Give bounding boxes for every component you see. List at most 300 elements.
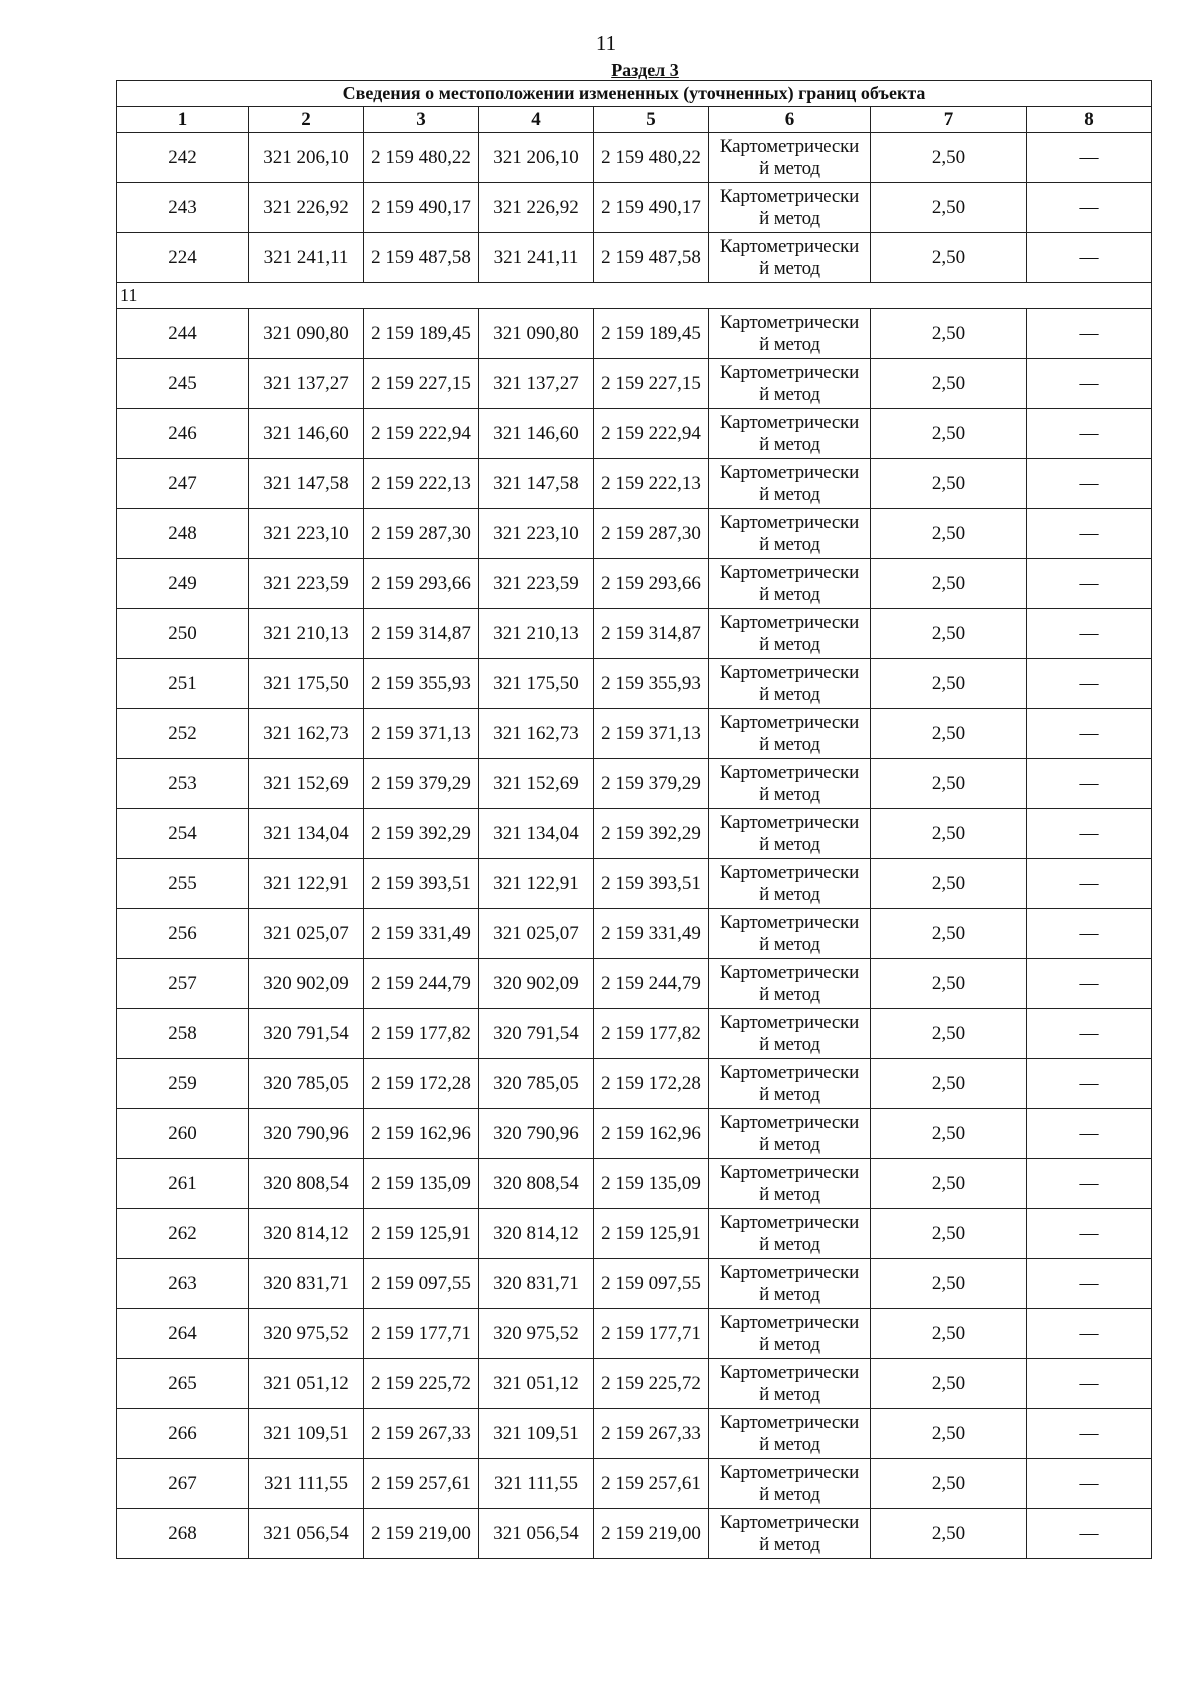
description-cell: — [1027, 859, 1152, 909]
point-number-cell: 258 [117, 1009, 249, 1059]
method-cell [709, 959, 871, 1009]
point-number-cell: 224 [117, 233, 249, 283]
y-old-cell: 2 159 490,17 [364, 183, 479, 233]
x-new-cell: 320 790,96 [479, 1109, 594, 1159]
y-new-cell: 2 159 393,51 [594, 859, 709, 909]
point-number-cell: 268 [117, 1509, 249, 1559]
accuracy-cell: 2,50 [871, 133, 1027, 183]
y-old-cell: 2 159 267,33 [364, 1409, 479, 1459]
y-new-cell: 2 159 222,94 [594, 409, 709, 459]
table-row [117, 133, 1152, 183]
table-row [117, 559, 1152, 609]
table-body-before-group [117, 133, 1152, 283]
point-number-cell: 264 [117, 1309, 249, 1359]
y-new-cell: 2 159 371,13 [594, 709, 709, 759]
table-row [117, 1109, 1152, 1159]
table-row [117, 1259, 1152, 1309]
table-row [117, 233, 1152, 283]
y-old-cell: 2 159 177,71 [364, 1309, 479, 1359]
x-new-cell: 321 175,50 [479, 659, 594, 709]
method-line2: й метод [759, 783, 820, 805]
accuracy-cell: 2,50 [871, 1359, 1027, 1409]
method-line2: й метод [759, 683, 820, 705]
x-new-cell: 321 051,12 [479, 1359, 594, 1409]
x-old-cell: 320 808,54 [249, 1159, 364, 1209]
x-new-cell: 321 122,91 [479, 859, 594, 909]
accuracy-cell: 2,50 [871, 1409, 1027, 1459]
point-number-cell: 259 [117, 1059, 249, 1109]
description-cell: — [1027, 1159, 1152, 1209]
accuracy-cell: 2,50 [871, 1259, 1027, 1309]
point-number-cell: 249 [117, 559, 249, 609]
method-line2: й метод [759, 1233, 820, 1255]
x-new-cell: 320 831,71 [479, 1259, 594, 1309]
method-cell [709, 909, 871, 959]
method-line2: й метод [759, 1333, 820, 1355]
y-new-cell: 2 159 480,22 [594, 133, 709, 183]
accuracy-cell: 2,50 [871, 1109, 1027, 1159]
method-cell [709, 1209, 871, 1259]
point-number-cell: 245 [117, 359, 249, 409]
accuracy-cell: 2,50 [871, 509, 1027, 559]
y-old-cell: 2 159 480,22 [364, 133, 479, 183]
x-new-cell: 321 090,80 [479, 309, 594, 359]
point-number-cell: 265 [117, 1359, 249, 1409]
point-number-cell: 242 [117, 133, 249, 183]
group-row [117, 283, 1152, 309]
method-line1: Картометрически [719, 185, 860, 207]
accuracy-cell: 2,50 [871, 659, 1027, 709]
method-line2: й метод [759, 207, 820, 229]
y-old-cell: 2 159 189,45 [364, 309, 479, 359]
description-cell: — [1027, 1459, 1152, 1509]
method-line2: й метод [759, 1433, 820, 1455]
x-old-cell: 321 025,07 [249, 909, 364, 959]
y-new-cell: 2 159 225,72 [594, 1359, 709, 1409]
column-header: 2 [249, 107, 364, 133]
y-new-cell: 2 159 172,28 [594, 1059, 709, 1109]
description-cell: — [1027, 233, 1152, 283]
y-old-cell: 2 159 177,82 [364, 1009, 479, 1059]
y-new-cell: 2 159 379,29 [594, 759, 709, 809]
y-new-cell: 2 159 287,30 [594, 509, 709, 559]
section-title: Раздел 3 [611, 60, 679, 80]
method-line1: Картометрически [719, 135, 860, 157]
column-header: 8 [1027, 107, 1152, 133]
accuracy-cell: 2,50 [871, 359, 1027, 409]
table-row [117, 1459, 1152, 1509]
table-row [117, 309, 1152, 359]
point-number-cell: 256 [117, 909, 249, 959]
description-cell: — [1027, 409, 1152, 459]
description-cell: — [1027, 1059, 1152, 1109]
method-line1: Картометрически [719, 1361, 860, 1383]
method-cell [709, 1459, 871, 1509]
y-new-cell: 2 159 487,58 [594, 233, 709, 283]
method-line2: й метод [759, 633, 820, 655]
x-old-cell: 320 902,09 [249, 959, 364, 1009]
description-cell: — [1027, 959, 1152, 1009]
description-cell: — [1027, 659, 1152, 709]
point-number-cell: 261 [117, 1159, 249, 1209]
x-new-cell: 320 814,12 [479, 1209, 594, 1259]
method-cell [709, 759, 871, 809]
x-old-cell: 321 109,51 [249, 1409, 364, 1459]
method-line2: й метод [759, 483, 820, 505]
x-old-cell: 320 831,71 [249, 1259, 364, 1309]
method-line2: й метод [759, 883, 820, 905]
description-cell: — [1027, 709, 1152, 759]
description-cell: — [1027, 1309, 1152, 1359]
table-row [117, 183, 1152, 233]
table-row [117, 409, 1152, 459]
table-group [117, 283, 1152, 309]
point-number-cell: 267 [117, 1459, 249, 1509]
method-cell [709, 409, 871, 459]
table-row [117, 659, 1152, 709]
method-line2: й метод [759, 1183, 820, 1205]
method-cell [709, 609, 871, 659]
description-cell: — [1027, 509, 1152, 559]
method-line2: й метод [759, 257, 820, 279]
y-old-cell: 2 159 293,66 [364, 559, 479, 609]
method-line1: Картометрически [719, 611, 860, 633]
description-cell: — [1027, 183, 1152, 233]
y-old-cell: 2 159 379,29 [364, 759, 479, 809]
method-line1: Картометрически [719, 461, 860, 483]
method-line1: Картометрически [719, 1011, 860, 1033]
method-cell [709, 659, 871, 709]
y-new-cell: 2 159 097,55 [594, 1259, 709, 1309]
x-old-cell: 321 134,04 [249, 809, 364, 859]
method-cell [709, 1409, 871, 1459]
table-row [117, 1409, 1152, 1459]
accuracy-cell: 2,50 [871, 183, 1027, 233]
accuracy-cell: 2,50 [871, 1309, 1027, 1359]
y-new-cell: 2 159 490,17 [594, 183, 709, 233]
table-row [117, 1009, 1152, 1059]
accuracy-cell: 2,50 [871, 859, 1027, 909]
y-old-cell: 2 159 222,13 [364, 459, 479, 509]
x-new-cell: 320 902,09 [479, 959, 594, 1009]
method-line1: Картометрически [719, 361, 860, 383]
method-cell [709, 1059, 871, 1109]
y-old-cell: 2 159 257,61 [364, 1459, 479, 1509]
x-old-cell: 321 111,55 [249, 1459, 364, 1509]
y-new-cell: 2 159 135,09 [594, 1159, 709, 1209]
y-new-cell: 2 159 267,33 [594, 1409, 709, 1459]
point-number-cell: 266 [117, 1409, 249, 1459]
x-old-cell: 320 785,05 [249, 1059, 364, 1109]
column-header: 1 [117, 107, 249, 133]
method-line2: й метод [759, 733, 820, 755]
method-line2: й метод [759, 1383, 820, 1405]
x-old-cell: 321 152,69 [249, 759, 364, 809]
method-cell [709, 809, 871, 859]
method-cell [709, 359, 871, 409]
x-new-cell: 321 111,55 [479, 1459, 594, 1509]
table-row [117, 1059, 1152, 1109]
method-line2: й метод [759, 833, 820, 855]
method-line2: й метод [759, 583, 820, 605]
y-old-cell: 2 159 244,79 [364, 959, 479, 1009]
y-new-cell: 2 159 392,29 [594, 809, 709, 859]
accuracy-cell: 2,50 [871, 709, 1027, 759]
method-line1: Картометрически [719, 911, 860, 933]
accuracy-cell: 2,50 [871, 1159, 1027, 1209]
description-cell: — [1027, 559, 1152, 609]
y-new-cell: 2 159 331,49 [594, 909, 709, 959]
y-new-cell: 2 159 162,96 [594, 1109, 709, 1159]
point-number-cell: 247 [117, 459, 249, 509]
method-cell [709, 709, 871, 759]
description-cell: — [1027, 1359, 1152, 1409]
x-new-cell: 321 241,11 [479, 233, 594, 283]
method-line1: Картометрически [719, 1111, 860, 1133]
x-new-cell: 320 791,54 [479, 1009, 594, 1059]
method-line1: Картометрически [719, 235, 860, 257]
accuracy-cell: 2,50 [871, 409, 1027, 459]
table-row [117, 959, 1152, 1009]
y-new-cell: 2 159 293,66 [594, 559, 709, 609]
x-new-cell: 321 137,27 [479, 359, 594, 409]
y-old-cell: 2 159 392,29 [364, 809, 479, 859]
x-new-cell: 320 808,54 [479, 1159, 594, 1209]
x-new-cell: 321 134,04 [479, 809, 594, 859]
accuracy-cell: 2,50 [871, 809, 1027, 859]
y-new-cell: 2 159 244,79 [594, 959, 709, 1009]
method-line1: Картометрически [719, 961, 860, 983]
method-line1: Картометрически [719, 511, 860, 533]
y-old-cell: 2 159 162,96 [364, 1109, 479, 1159]
method-line2: й метод [759, 983, 820, 1005]
x-old-cell: 321 056,54 [249, 1509, 364, 1559]
point-number-cell: 243 [117, 183, 249, 233]
accuracy-cell: 2,50 [871, 1509, 1027, 1559]
description-cell: — [1027, 1509, 1152, 1559]
y-old-cell: 2 159 331,49 [364, 909, 479, 959]
method-cell [709, 1109, 871, 1159]
x-old-cell: 320 791,54 [249, 1009, 364, 1059]
accuracy-cell: 2,50 [871, 759, 1027, 809]
method-cell [709, 1159, 871, 1209]
method-cell [709, 1509, 871, 1559]
x-old-cell: 321 147,58 [249, 459, 364, 509]
x-old-cell: 321 175,50 [249, 659, 364, 709]
point-number-cell: 263 [117, 1259, 249, 1309]
x-new-cell: 321 206,10 [479, 133, 594, 183]
method-line1: Картометрически [719, 761, 860, 783]
method-cell [709, 509, 871, 559]
method-line1: Картометрически [719, 1061, 860, 1083]
x-old-cell: 321 223,10 [249, 509, 364, 559]
x-old-cell: 321 146,60 [249, 409, 364, 459]
point-number-cell: 254 [117, 809, 249, 859]
x-new-cell: 321 223,59 [479, 559, 594, 609]
accuracy-cell: 2,50 [871, 1009, 1027, 1059]
accuracy-cell: 2,50 [871, 309, 1027, 359]
description-cell: — [1027, 1209, 1152, 1259]
table-row [117, 459, 1152, 509]
y-new-cell: 2 159 314,87 [594, 609, 709, 659]
y-old-cell: 2 159 314,87 [364, 609, 479, 659]
method-cell [709, 1259, 871, 1309]
description-cell: — [1027, 459, 1152, 509]
description-cell: — [1027, 1259, 1152, 1309]
table-row [117, 909, 1152, 959]
y-old-cell: 2 159 125,91 [364, 1209, 479, 1259]
x-new-cell: 320 785,05 [479, 1059, 594, 1109]
accuracy-cell: 2,50 [871, 959, 1027, 1009]
description-cell: — [1027, 759, 1152, 809]
column-header: 7 [871, 107, 1027, 133]
x-old-cell: 320 790,96 [249, 1109, 364, 1159]
method-cell [709, 233, 871, 283]
y-old-cell: 2 159 393,51 [364, 859, 479, 909]
method-line2: й метод [759, 1033, 820, 1055]
accuracy-cell: 2,50 [871, 559, 1027, 609]
x-new-cell: 321 109,51 [479, 1409, 594, 1459]
x-old-cell: 320 975,52 [249, 1309, 364, 1359]
table-row [117, 1309, 1152, 1359]
x-old-cell: 321 137,27 [249, 359, 364, 409]
column-header: 4 [479, 107, 594, 133]
method-line1: Картометрически [719, 1211, 860, 1233]
method-line1: Картометрически [719, 811, 860, 833]
method-cell [709, 559, 871, 609]
column-header: 6 [709, 107, 871, 133]
x-new-cell: 321 146,60 [479, 409, 594, 459]
description-cell: — [1027, 359, 1152, 409]
table-caption-row [117, 81, 1152, 107]
table-row [117, 1359, 1152, 1409]
column-header-row [117, 107, 1152, 133]
point-number-cell: 248 [117, 509, 249, 559]
x-old-cell: 320 814,12 [249, 1209, 364, 1259]
method-cell [709, 459, 871, 509]
table-row [117, 1159, 1152, 1209]
method-cell [709, 1359, 871, 1409]
y-new-cell: 2 159 227,15 [594, 359, 709, 409]
x-new-cell: 320 975,52 [479, 1309, 594, 1359]
y-old-cell: 2 159 135,09 [364, 1159, 479, 1209]
accuracy-cell: 2,50 [871, 1459, 1027, 1509]
accuracy-cell: 2,50 [871, 909, 1027, 959]
y-new-cell: 2 159 257,61 [594, 1459, 709, 1509]
x-old-cell: 321 090,80 [249, 309, 364, 359]
method-line1: Картометрически [719, 711, 860, 733]
y-old-cell: 2 159 097,55 [364, 1259, 479, 1309]
x-new-cell: 321 223,10 [479, 509, 594, 559]
method-line2: й метод [759, 1133, 820, 1155]
y-new-cell: 2 159 177,82 [594, 1009, 709, 1059]
accuracy-cell: 2,50 [871, 233, 1027, 283]
y-old-cell: 2 159 487,58 [364, 233, 479, 283]
y-old-cell: 2 159 287,30 [364, 509, 479, 559]
point-number-cell: 262 [117, 1209, 249, 1259]
table-row [117, 759, 1152, 809]
point-number-cell: 257 [117, 959, 249, 1009]
method-line1: Картометрически [719, 1511, 860, 1533]
y-new-cell: 2 159 355,93 [594, 659, 709, 709]
method-line1: Картометрически [719, 661, 860, 683]
method-cell [709, 859, 871, 909]
method-cell [709, 133, 871, 183]
x-old-cell: 321 241,11 [249, 233, 364, 283]
method-line1: Картометрически [719, 411, 860, 433]
method-line2: й метод [759, 1083, 820, 1105]
method-cell [709, 1309, 871, 1359]
method-line2: й метод [759, 157, 820, 179]
method-line2: й метод [759, 533, 820, 555]
method-line2: й метод [759, 383, 820, 405]
x-new-cell: 321 147,58 [479, 459, 594, 509]
method-line1: Картометрически [719, 1411, 860, 1433]
method-line1: Картометрически [719, 861, 860, 883]
y-new-cell: 2 159 189,45 [594, 309, 709, 359]
boundary-coordinates-table [116, 80, 1152, 1559]
x-old-cell: 321 226,92 [249, 183, 364, 233]
description-cell: — [1027, 1409, 1152, 1459]
method-cell [709, 183, 871, 233]
point-number-cell: 250 [117, 609, 249, 659]
description-cell: — [1027, 609, 1152, 659]
method-line1: Картометрически [719, 311, 860, 333]
method-line2: й метод [759, 433, 820, 455]
y-old-cell: 2 159 222,94 [364, 409, 479, 459]
x-old-cell: 321 206,10 [249, 133, 364, 183]
y-new-cell: 2 159 222,13 [594, 459, 709, 509]
description-cell: — [1027, 1009, 1152, 1059]
table-row [117, 359, 1152, 409]
method-line1: Картометрически [719, 561, 860, 583]
method-cell [709, 309, 871, 359]
y-old-cell: 2 159 355,93 [364, 659, 479, 709]
table-row [117, 1509, 1152, 1559]
description-cell: — [1027, 133, 1152, 183]
x-new-cell: 321 025,07 [479, 909, 594, 959]
description-cell: — [1027, 909, 1152, 959]
y-new-cell: 2 159 219,00 [594, 1509, 709, 1559]
y-old-cell: 2 159 371,13 [364, 709, 479, 759]
point-number-cell: 251 [117, 659, 249, 709]
x-old-cell: 321 210,13 [249, 609, 364, 659]
table-row [117, 509, 1152, 559]
table-row [117, 859, 1152, 909]
method-line2: й метод [759, 1533, 820, 1555]
y-old-cell: 2 159 227,15 [364, 359, 479, 409]
x-new-cell: 321 056,54 [479, 1509, 594, 1559]
method-line2: й метод [759, 1483, 820, 1505]
group-label: 11 [117, 283, 1152, 309]
method-cell [709, 1009, 871, 1059]
method-line2: й метод [759, 1283, 820, 1305]
accuracy-cell: 2,50 [871, 1059, 1027, 1109]
page-number: 11 [595, 31, 617, 55]
point-number-cell: 253 [117, 759, 249, 809]
table-caption: Сведения о местоположении измененных (уточненных) границ объекта [117, 81, 1152, 107]
table-row [117, 809, 1152, 859]
x-old-cell: 321 051,12 [249, 1359, 364, 1409]
x-new-cell: 321 226,92 [479, 183, 594, 233]
x-old-cell: 321 122,91 [249, 859, 364, 909]
y-old-cell: 2 159 172,28 [364, 1059, 479, 1109]
x-new-cell: 321 152,69 [479, 759, 594, 809]
y-old-cell: 2 159 225,72 [364, 1359, 479, 1409]
method-line1: Картометрически [719, 1311, 860, 1333]
y-old-cell: 2 159 219,00 [364, 1509, 479, 1559]
accuracy-cell: 2,50 [871, 459, 1027, 509]
